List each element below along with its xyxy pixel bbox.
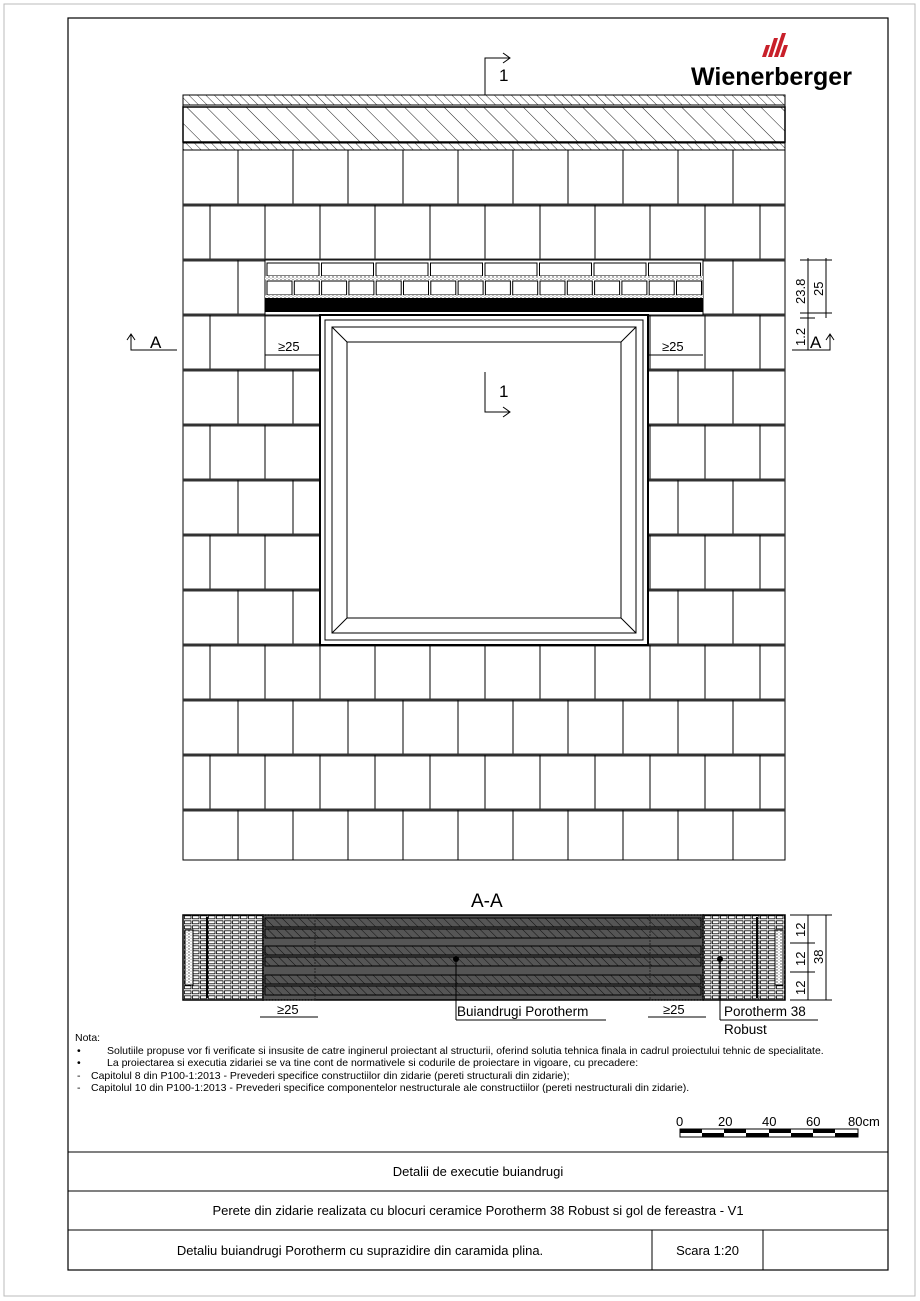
svg-text:38: 38	[811, 949, 826, 964]
scale-label: Scara 1:20	[676, 1242, 739, 1258]
solid-brick	[376, 281, 401, 295]
solid-brick	[267, 281, 292, 295]
section-title: A-A	[471, 891, 503, 912]
solid-brick	[649, 281, 674, 295]
solid-brick	[622, 281, 647, 295]
svg-text:40: 40	[762, 1114, 777, 1129]
lintel-section	[265, 946, 701, 955]
lintel-section	[265, 918, 701, 927]
solid-brick	[567, 281, 592, 295]
solid-brick	[431, 263, 483, 276]
section-marker-1-top	[485, 53, 510, 95]
section-marker-a-left	[127, 333, 177, 352]
svg-text:≥25: ≥25	[662, 339, 684, 354]
solid-brick	[540, 281, 565, 295]
mortar-joint	[183, 204, 785, 207]
svg-text:25: 25	[811, 281, 826, 296]
notes	[75, 1032, 887, 1095]
porotherm-lintel	[265, 298, 703, 312]
svg-text:1: 1	[499, 66, 509, 85]
svg-text:A: A	[810, 333, 822, 352]
svg-text:1.2: 1.2	[793, 327, 808, 346]
mortar-bed	[265, 295, 703, 298]
mortar-bed	[265, 276, 703, 280]
svg-text:80cm: 80cm	[848, 1114, 880, 1129]
title-row-1: Detalii de executie buiandrugi	[392, 1164, 564, 1179]
solid-brick	[322, 281, 347, 295]
solid-brick	[431, 281, 456, 295]
lintel-section	[265, 986, 701, 995]
svg-text:A: A	[150, 333, 162, 352]
solid-brick	[349, 281, 374, 295]
svg-text:Robust: Robust	[724, 1022, 767, 1037]
solid-brick	[595, 281, 620, 295]
svg-text:≥25: ≥25	[277, 1002, 299, 1017]
svg-text:12: 12	[793, 951, 808, 966]
note-dash: - Capitolul 8 din P100-1:2013 - Prevederi specifice constructiilor din zidarie (pereti structurali din zidarie);	[77, 1069, 570, 1082]
svg-text:0: 0	[676, 1114, 684, 1129]
mortar-joint	[183, 809, 785, 812]
svg-text:≥25: ≥25	[278, 339, 300, 354]
svg-text:≥25: ≥25	[663, 1002, 685, 1017]
solid-brick	[540, 263, 592, 276]
note-dash: - Capitolul 10 din P100-1:2013 - Prevederi specifice componentelor nestructurale ale constructiilor (pereti nestructurali din zidarie).	[77, 1082, 690, 1094]
svg-text:60: 60	[806, 1114, 821, 1129]
solid-brick	[267, 263, 319, 276]
solid-brick	[322, 263, 374, 276]
lintel-section	[265, 975, 701, 984]
label-block: Porotherm 38	[724, 1004, 806, 1019]
lintel-section	[265, 957, 701, 966]
lintel-section	[265, 929, 701, 938]
svg-text:1: 1	[499, 382, 509, 401]
title-row-3: Detaliu buiandrugi Porotherm cu suprazidire din caramida plina.	[176, 1242, 544, 1258]
solid-brick	[458, 281, 483, 295]
solid-brick	[404, 281, 429, 295]
mortar-joint	[183, 699, 785, 702]
solid-brick	[376, 263, 428, 276]
lintel-elevation	[265, 260, 703, 315]
notes-heading: Nota:	[75, 1032, 101, 1044]
svg-text:20: 20	[718, 1114, 733, 1129]
svg-text:12: 12	[793, 980, 808, 995]
solid-brick	[677, 281, 702, 295]
solid-brick	[594, 263, 646, 276]
solid-brick	[485, 281, 510, 295]
window-opening	[320, 315, 648, 645]
solid-brick	[485, 263, 537, 276]
solid-brick	[513, 281, 538, 295]
title-row-2: Perete din zidarie realizata cu blocuri ceramice Porotherm 38 Robust si gol de fereastra - V1	[212, 1203, 744, 1218]
solid-brick	[649, 263, 701, 276]
note-bullet: • Solutiile propuse vor fi verificate si insusite de catre inginerul proiectant al structurii, oferind solutia tehnica finala in cadrul proiectului tehnic de specialitate.	[77, 1044, 824, 1057]
concrete-slab	[183, 95, 785, 150]
mortar-joint	[183, 754, 785, 757]
label-lintel: Buiandrugi Porotherm	[457, 1004, 589, 1019]
wienerberger-logo	[691, 33, 852, 91]
solid-brick	[294, 281, 319, 295]
scale-bar	[676, 1114, 880, 1137]
note-bullet: • La proiectarea si executia zidariei se va tine cont de normativele si codurile de proiectare in vigoare, cu precadere:	[77, 1057, 639, 1069]
svg-text:12: 12	[793, 922, 808, 937]
logo-text: Wienerberger	[691, 63, 852, 91]
svg-text:23.8: 23.8	[793, 278, 808, 304]
